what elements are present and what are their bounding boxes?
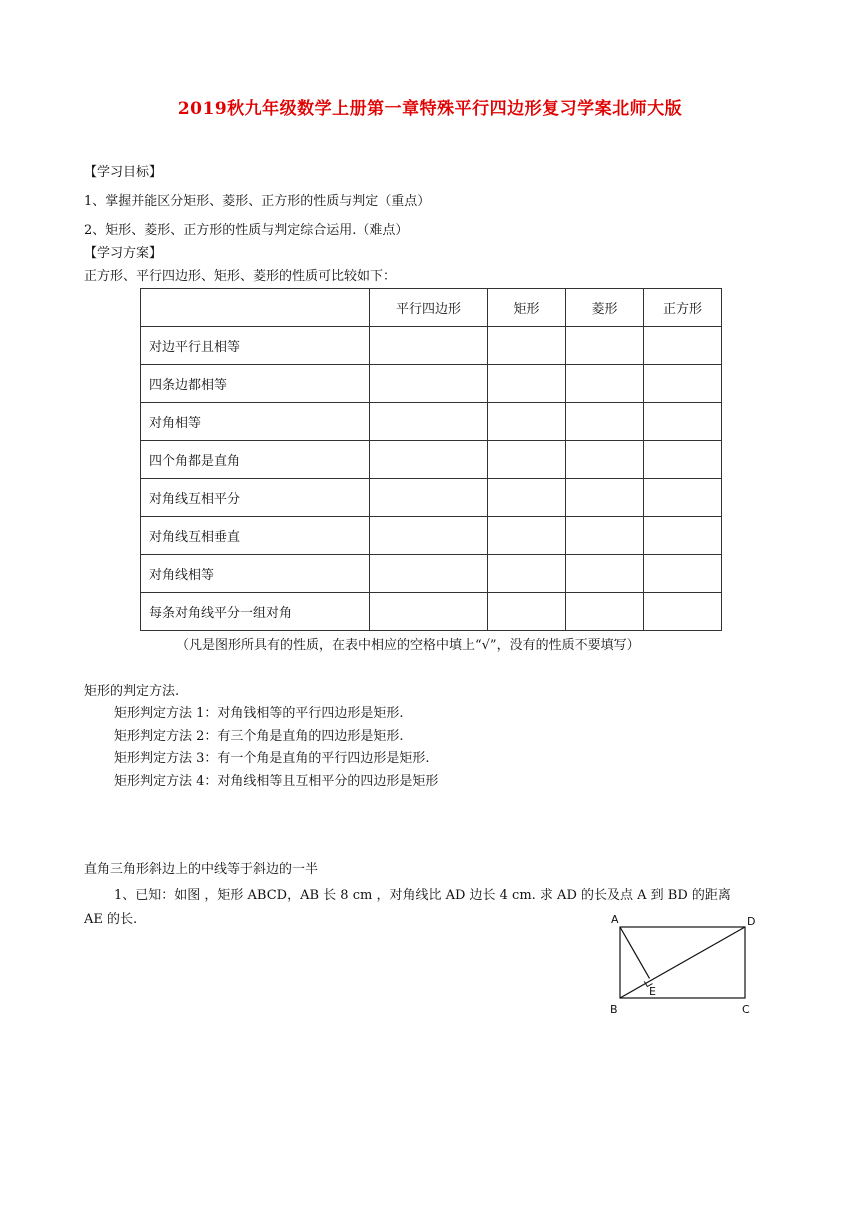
table-row [141,327,722,365]
table-header-cell: 正方形 [644,289,722,327]
row-label: 每条对角线平分一组对角 [141,593,370,631]
table-cell[interactable] [370,327,488,365]
row-label: 对角线相等 [141,555,370,593]
table-cell[interactable] [370,517,488,555]
table-cell[interactable] [488,593,566,631]
plan-heading: 【学习方案】 [84,246,163,261]
table-cell[interactable] [644,441,722,479]
table-cell[interactable] [488,555,566,593]
table-cell[interactable] [644,593,722,631]
label-b: B [610,1003,618,1016]
table-cell[interactable] [370,441,488,479]
theorem-text: 直角三角形斜边上的中线等于斜边的一半 [84,862,319,877]
table-cell[interactable] [644,327,722,365]
table-cell[interactable] [566,441,644,479]
goal-item-2: 2、矩形、菱形、正方形的性质与判定综合运用.（难点） [84,223,409,238]
table-cell[interactable] [566,327,644,365]
rect-method-3: 矩形判定方法 3：有一个角是直角的平行四边形是矩形. [114,751,430,766]
label-d: D [747,915,756,928]
rect-method-4: 矩形判定方法 4：对角线相等且互相平分的四边形是矩形 [114,774,439,789]
rect-method-1: 矩形判定方法 1：对角钱相等的平行四边形是矩形. [114,706,404,721]
table-row [141,593,722,631]
perpendicular-ae [620,927,650,978]
table-cell[interactable] [488,517,566,555]
table-row [141,441,722,479]
rect-methods-heading: 矩形的判定方法. [84,684,180,699]
table-cell[interactable] [566,403,644,441]
table-cell[interactable] [644,555,722,593]
label-a: A [611,913,619,926]
plan-intro: 正方形、平行四边形、矩形、菱形的性质可比较如下： [84,269,397,284]
table-cell[interactable] [644,517,722,555]
row-label: 对边平行且相等 [141,327,370,365]
table-cell[interactable] [370,365,488,403]
row-label: 四个角都是直角 [141,441,370,479]
table-cell[interactable] [370,593,488,631]
table-cell[interactable] [566,555,644,593]
rectangle-abcd-figure [600,906,760,1018]
table-cell[interactable] [644,479,722,517]
table-row [141,555,722,593]
row-label: 四条边都相等 [141,365,370,403]
diagonal-bd [620,927,745,998]
table-cell[interactable] [370,403,488,441]
table-cell[interactable] [488,479,566,517]
goals-heading: 【学习目标】 [84,165,163,180]
table-cell[interactable] [488,403,566,441]
row-label: 对角线互相平分 [141,479,370,517]
row-label: 对角相等 [141,403,370,441]
table-cell[interactable] [566,593,644,631]
table-row [141,479,722,517]
table-cell[interactable] [566,517,644,555]
table-note: （凡是图形所具有的性质，在表中相应的空格中填上“√”，没有的性质不要填写） [176,638,640,653]
table-cell[interactable] [488,441,566,479]
table-cell[interactable] [644,403,722,441]
table-cell[interactable] [566,479,644,517]
table-cell[interactable] [644,365,722,403]
page-title: 2019秋九年级数学上册第一章特殊平行四边形复习学案北师大版 [177,99,683,119]
problem-line-2: AE 的长. [84,912,138,927]
rect-method-2: 矩形判定方法 2：有三个角是直角的四边形是矩形. [114,729,404,744]
label-e: E [649,985,656,998]
goal-item-1: 1、掌握并能区分矩形、菱形、正方形的性质与判定（重点） [84,194,431,209]
label-c: C [742,1003,750,1016]
row-label: 对角线互相垂直 [141,517,370,555]
table-header-cell [141,289,370,327]
table-cell[interactable] [488,327,566,365]
table-header-cell: 菱形 [566,289,644,327]
table-row [141,403,722,441]
table-cell[interactable] [566,365,644,403]
table-header-cell: 矩形 [488,289,566,327]
table-cell[interactable] [488,365,566,403]
table-cell[interactable] [370,479,488,517]
table-header-cell: 平行四边形 [370,289,488,327]
table-row [141,517,722,555]
table-row [141,365,722,403]
property-comparison-table [140,288,722,631]
problem-line-1: 1、已知：如图 ，矩形 ABCD，AB 长 8 cm ，对角线比 AD 边长 4 cm. 求 AD 的长及点 A 到 BD 的距离 [114,888,731,903]
table-cell[interactable] [370,555,488,593]
table-header-row [141,289,722,327]
